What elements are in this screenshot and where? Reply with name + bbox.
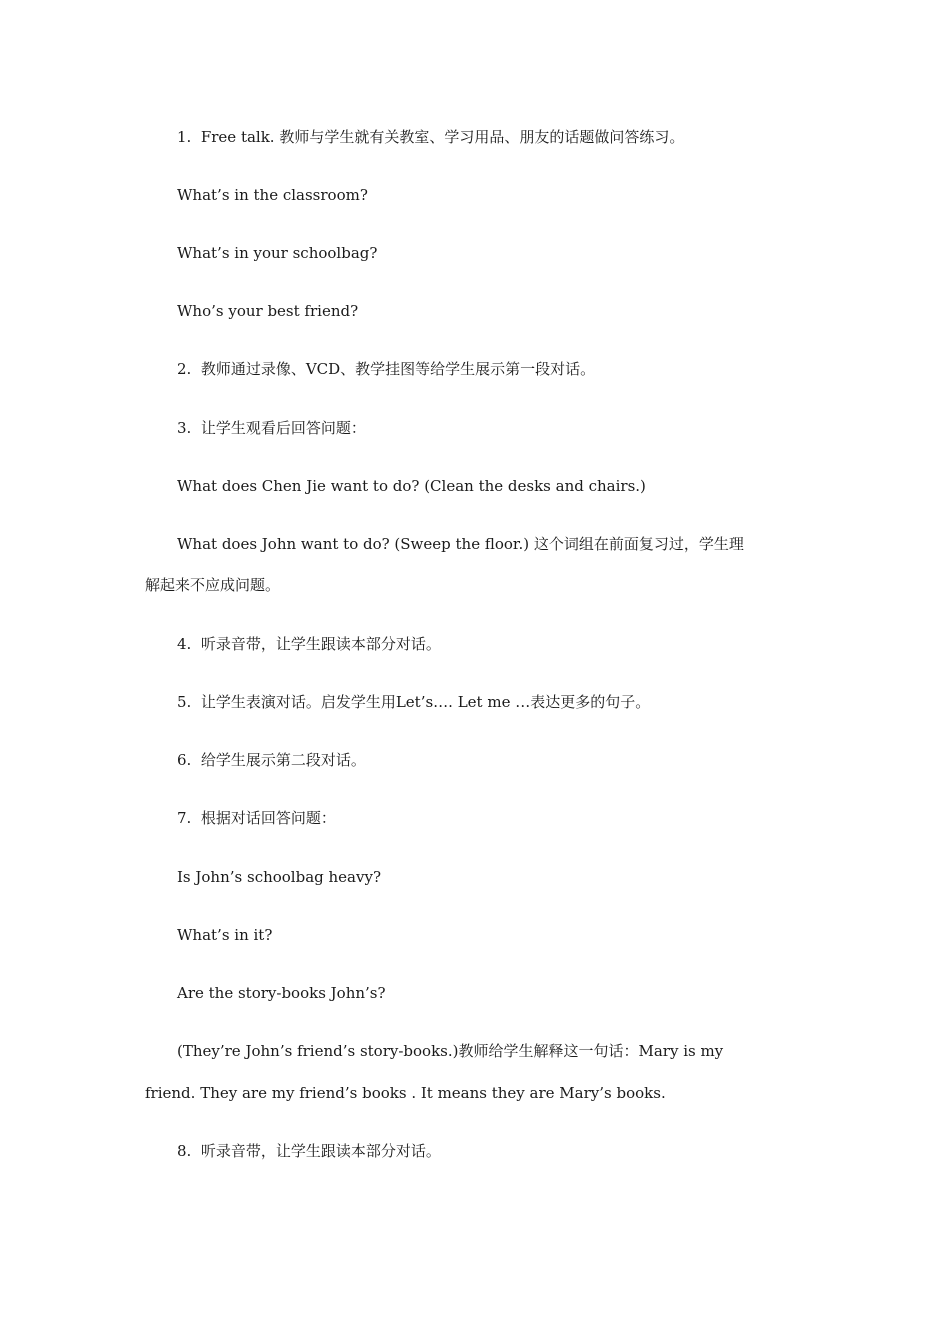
question-schoolbag: What’s in your schoolbag? [177,244,378,262]
step-2-line: 2. 教师通过录像、VCD、教学挂图等给学生展示第一段对话。 [177,360,596,378]
question-best-friend: Who’s your best friend? [177,302,359,320]
question-classroom: What’s in the classroom? [177,186,368,204]
question-chen-jie: What does Chen Jie want to do? (Clean the desks and chairs.) [177,477,646,495]
step-8-line: 8. 听录音带，让学生跟读本部分对话。 [177,1142,441,1160]
answer-story-books: (They’re John’s friend’s story-books.)教师给学生解释这一句话：Mary is my [177,1042,724,1060]
step-4-line: 4. 听录音带，让学生跟读本部分对话。 [177,635,441,653]
question-schoolbag-heavy: Is John’s schoolbag heavy? [177,868,381,886]
question-john: What does John want to do? (Sweep the floor.) 这个词组在前面复习过，学生理 [177,535,744,553]
step-3-line: 3. 让学生观看后回答问题： [177,419,366,437]
step-5-line: 5. 让学生表演对话。启发学生用Let’s…. Let me …表达更多的句子。 [177,693,651,711]
question-whats-in-it: What’s in it? [177,926,273,944]
question-story-books: Are the story-books John’s? [177,984,386,1002]
step-1-line: 1. Free talk. 教师与学生就有关教室、学习用品、朋友的话题做问答练习。 [177,128,685,146]
step-7-line: 7. 根据对话回答问题： [177,809,336,827]
question-john-continued: 解起来不应成问题。 [145,576,281,594]
answer-story-books-continued: friend. They are my friend’s books . It means they are Mary’s books. [145,1084,666,1102]
step-6-line: 6. 给学生展示第二段对话。 [177,751,366,769]
